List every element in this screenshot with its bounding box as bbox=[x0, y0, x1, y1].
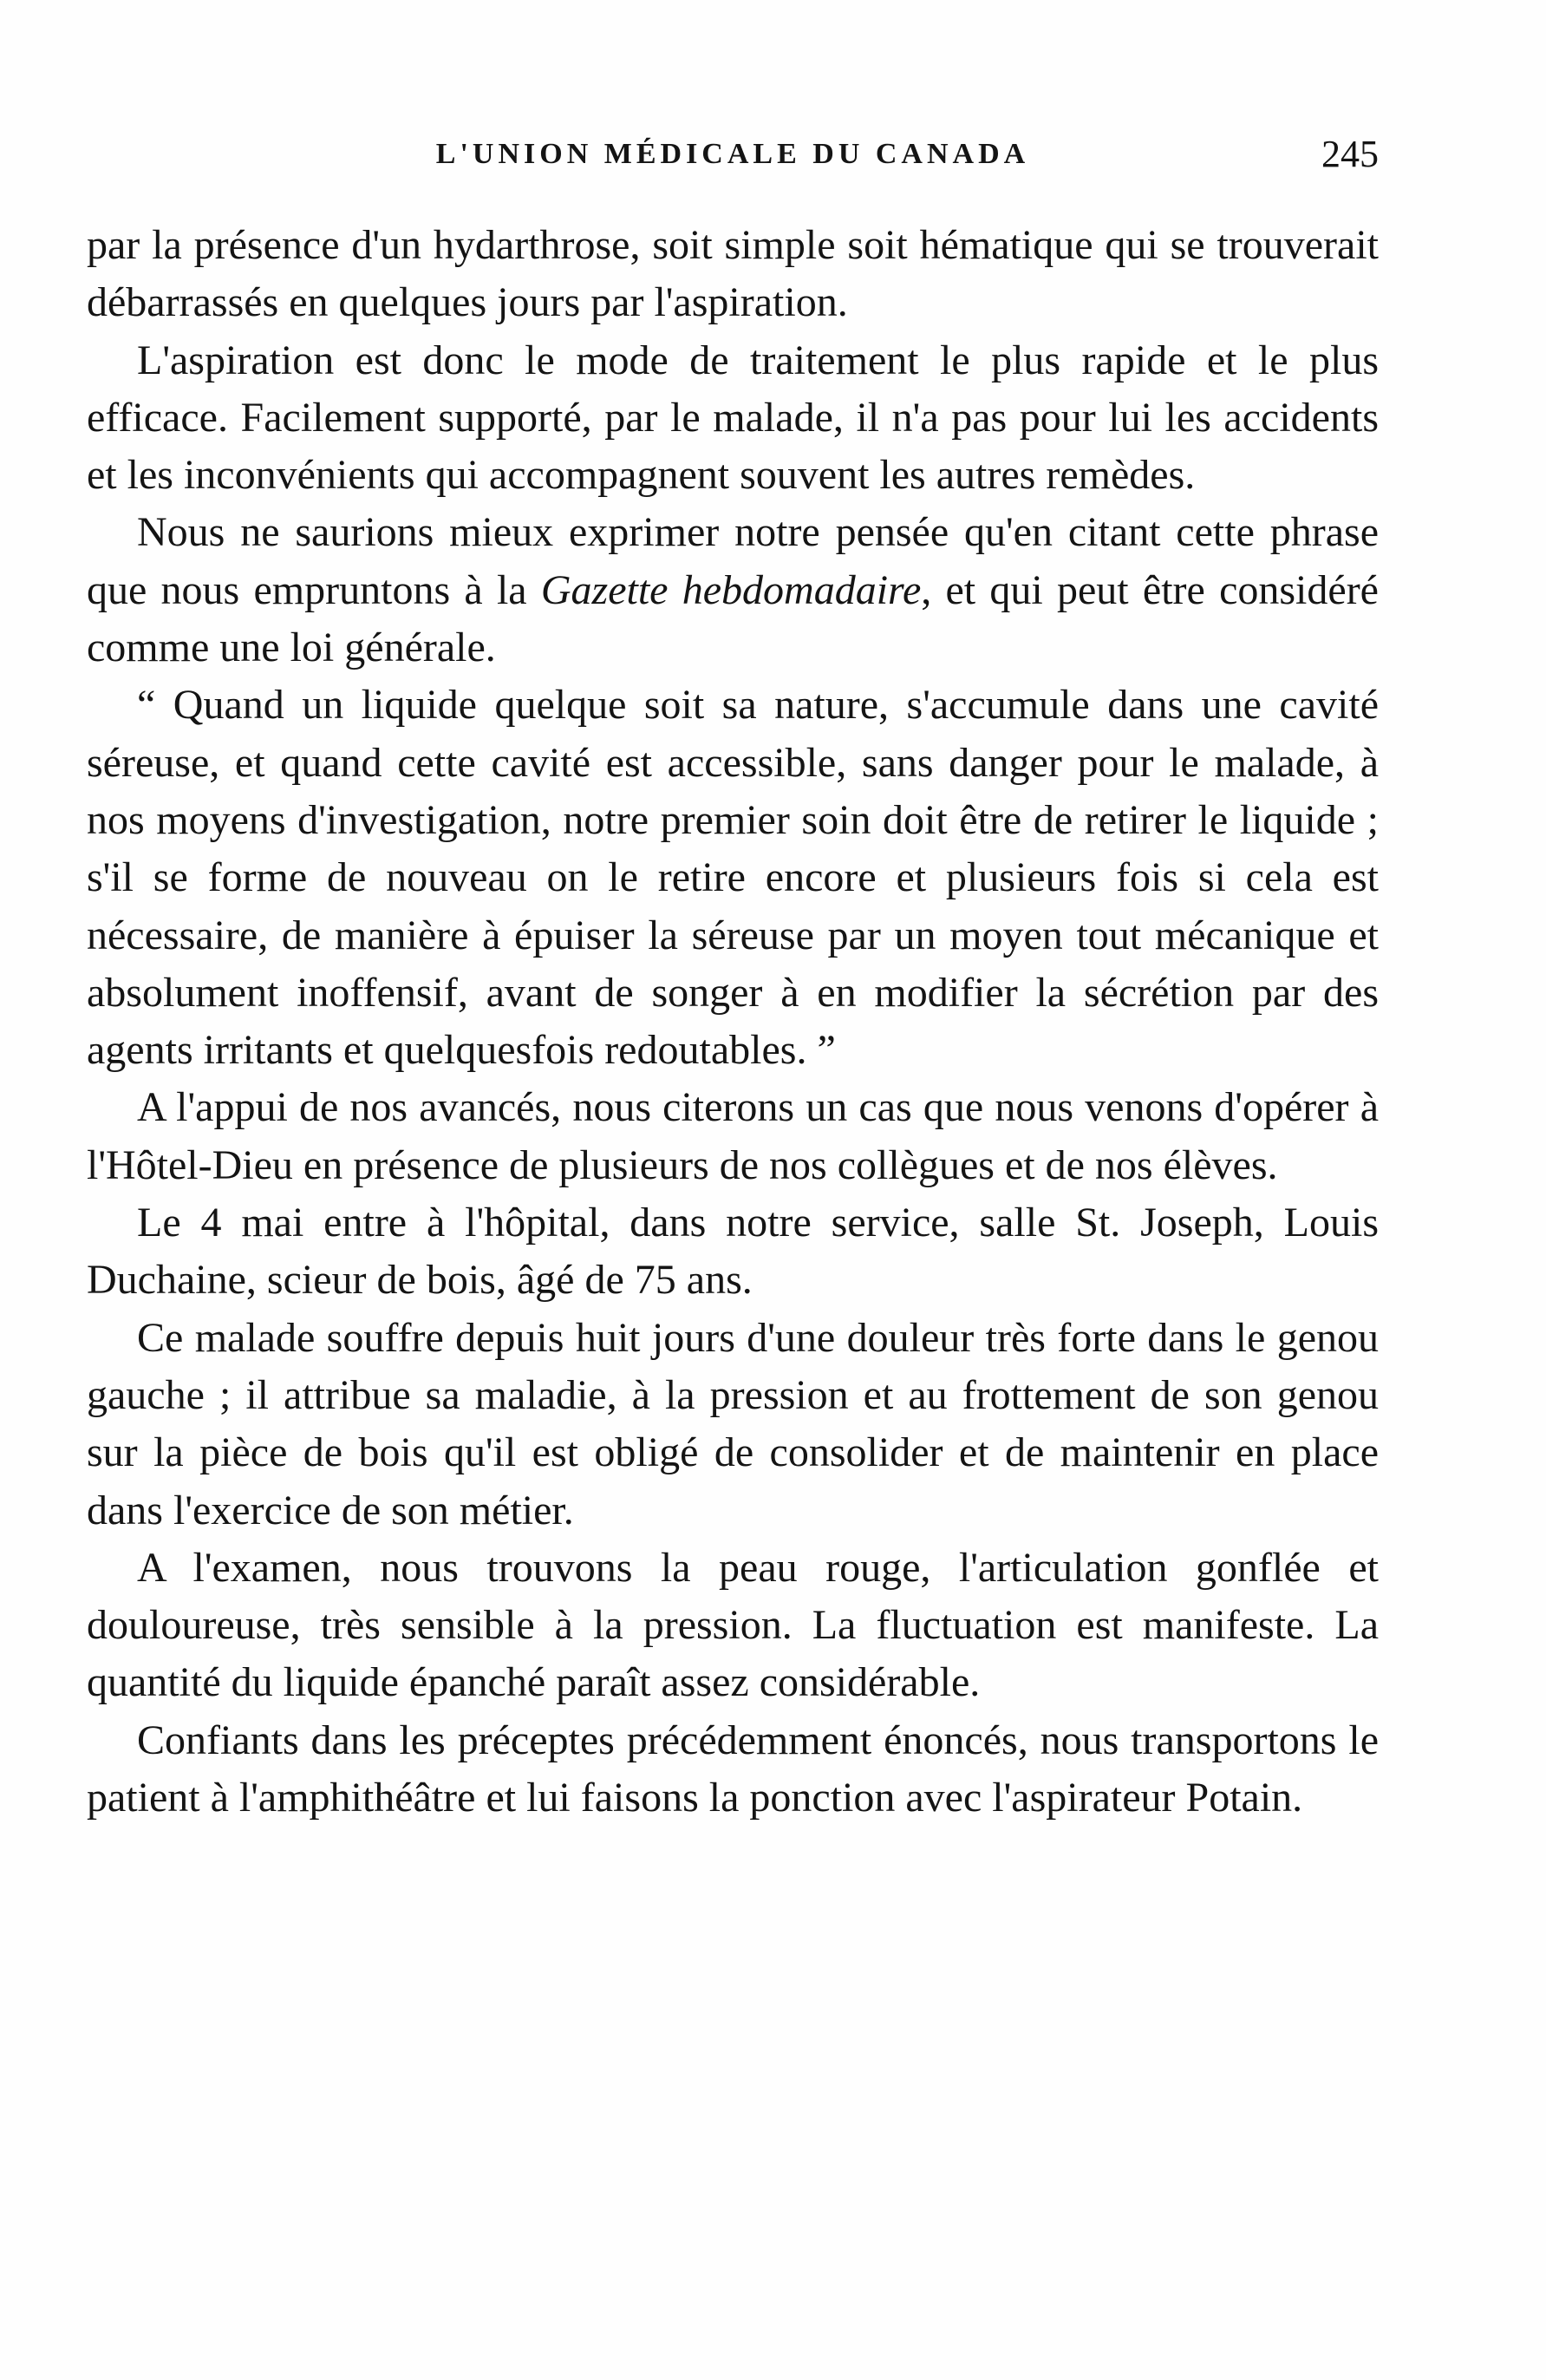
body-text bbox=[87, 217, 1379, 1827]
paragraph-symptoms: Ce malade souffre depuis huit jours d'une douleur très forte dans le genou gauche ; il attribue sa maladie, à la pression et au frottement de son genou sur la pièce de bois qu'il est obligé de consolider et de maintenir en place dans l'exercice de son métier. bbox=[87, 1314, 1379, 1533]
running-head bbox=[87, 128, 1379, 180]
paragraph-aspiration: L'aspiration est donc le mode de traitement le plus rapide et le plus efficace. Facilement supporté, par le malade, il n'a pas pour lui les accidents et les inconvénients qui accompagnent souvent les autres remèdes. bbox=[87, 337, 1379, 499]
paragraph-procedure: Confiants dans les préceptes précédemment énoncés, nous transportons le patient à l'amphithéâtre et lui faisons la ponction avec l'aspirateur Potain. bbox=[87, 1716, 1379, 1821]
running-title: L'UNION MÉDICALE DU CANADA bbox=[435, 138, 1030, 170]
paragraph-examination: A l'examen, nous trouvons la peau rouge, l'articulation gonflée et douloureuse, très sensible à la pression. La fluctuation est manifeste. La quantité du liquide épanché paraît assez considérable. bbox=[87, 1544, 1379, 1706]
journal-title: Gazette hebdomadaire bbox=[540, 566, 922, 613]
paragraph-quotation: “ Quand un liquide quelque soit sa nature, s'accumule dans une cavité séreuse, et quand cette cavité est accessible, sans danger pour le malade, à nos moyens d'investigation, notre premier soin doit être de retirer le liquide ; s'il se forme de nouveau on le retire encore et plusieurs fois si cela est nécessaire, de manière à épuiser la séreuse par un moyen tout mécanique et absolument inoffensif, avant de songer à en modifier la sécrétion par des agents irritants et quelquesfois redoutables. ” bbox=[87, 677, 1379, 1079]
paragraph-continued: par la présence d'un hydarthrose, soit simple soit hématique qui se trouverait débarrassés en quelques jours par l'aspiration. bbox=[87, 222, 1379, 326]
citation-intro-end: , et qui peut être considéré comme une loi générale. bbox=[87, 566, 1379, 671]
paragraph-citation-intro bbox=[87, 504, 1379, 677]
paragraph-case-intro: A l'appui de nos avancés, nous citerons un cas que nous venons d'opérer à l'Hôtel-Dieu en présence de plusieurs de nos collègues et de nos élèves. bbox=[87, 1084, 1379, 1188]
citation-intro-text: Nous ne saurions mieux exprimer notre pensée qu'en citant cette phrase que nous empruntons à la bbox=[87, 509, 1379, 613]
page-number: 245 bbox=[1321, 133, 1379, 175]
paragraph-admission: Le 4 mai entre à l'hôpital, dans notre service, salle St. Joseph, Louis Duchaine, scieur de bois, âgé de 75 ans. bbox=[87, 1200, 1379, 1304]
